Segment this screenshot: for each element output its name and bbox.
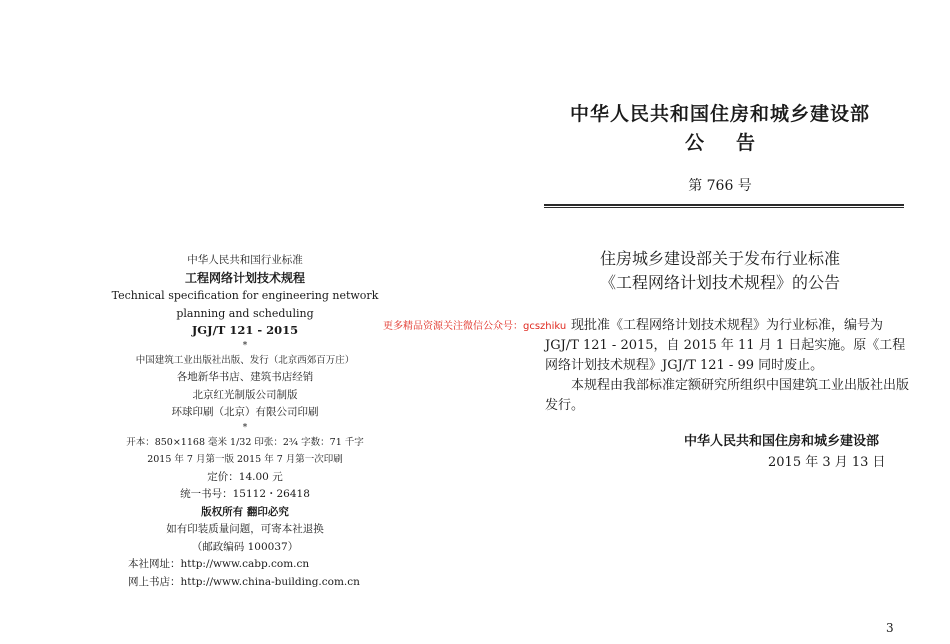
printer-line: 环球印刷（北京）有限公司印刷 xyxy=(171,406,319,418)
paragraph-1: 现批准《工程网络计划技术规程》为行业标准，编号为 JGJ/T 121 - 2015，自 2015 年 11 月 1 日起实施。原《工程网络计划技术规程》JGJ/T 121 - 99 同时废止。 xyxy=(545,318,906,373)
bulletin-number: 第 766 号 xyxy=(688,178,752,194)
title-en-line2: planning and scheduling xyxy=(176,306,314,320)
standard-type: 中华人民共和国行业标准 xyxy=(187,254,303,266)
bookstore-link[interactable]: 网上书店：http://www.china-building.com.cn xyxy=(128,575,360,588)
quality-line: 如有印装质量问题，可寄本社退换 xyxy=(166,523,324,535)
page-number: 3 xyxy=(886,621,894,635)
heading-line2: 《工程网络计划技术规程》的公告 xyxy=(599,273,840,292)
standard-code: JGJ/T 121 - 2015 xyxy=(191,323,299,337)
format-line: 开本：850×1168 毫米 1/32 印张：2¾ 字数：71 千字 xyxy=(126,436,364,448)
separator-star: * xyxy=(242,340,248,351)
colophon xyxy=(95,252,395,591)
signature: 中华人民共和国住房和城乡建设部 xyxy=(684,434,880,449)
typesetter-line: 北京红光制版公司制版 xyxy=(192,388,298,401)
divider xyxy=(544,204,904,206)
distributor-line: 各地新华书店、建筑书店经销 xyxy=(176,371,314,383)
book-number-line: 统一书号：15112・26418 xyxy=(180,488,310,500)
heading-line1: 住房城乡建设部关于发布行业标准 xyxy=(599,249,840,268)
bulletin-title xyxy=(520,128,920,155)
bulletin-char-1: 公 xyxy=(684,132,704,154)
announcement-body xyxy=(545,316,910,416)
edition-line: 2015 年 7 月第一版 2015 年 7 月第一次印刷 xyxy=(147,454,343,465)
title-cn: 工程网络计划技术规程 xyxy=(184,270,305,285)
price-line: 定价：14.00 元 xyxy=(207,470,283,483)
website-link[interactable]: 本社网址：http://www.cabp.com.cn xyxy=(128,558,310,570)
watermark-text: 更多精品资源关注微信公众号：gcszhiku xyxy=(383,321,567,332)
ministry-title: 中华人民共和国住房和城乡建设部 xyxy=(569,103,870,125)
title-en-line1: Technical specification for engineering network xyxy=(111,289,379,302)
postcode-line: （邮政编码 100037） xyxy=(191,540,299,553)
copyright-line: 版权所有 翻印必究 xyxy=(201,505,289,518)
paragraph-2: 本规程由我部标准定额研究所组织中国建筑工业出版社出版发行。 xyxy=(545,378,910,413)
divider xyxy=(544,207,904,208)
issue-date: 2015 年 3 月 13 日 xyxy=(768,455,886,470)
bulletin-char-2: 告 xyxy=(736,132,756,154)
announcement-heading xyxy=(520,247,920,295)
publisher-line: 中国建筑工业出版社出版、发行（北京西郊百万庄） xyxy=(135,354,355,366)
separator-star: * xyxy=(242,422,248,433)
